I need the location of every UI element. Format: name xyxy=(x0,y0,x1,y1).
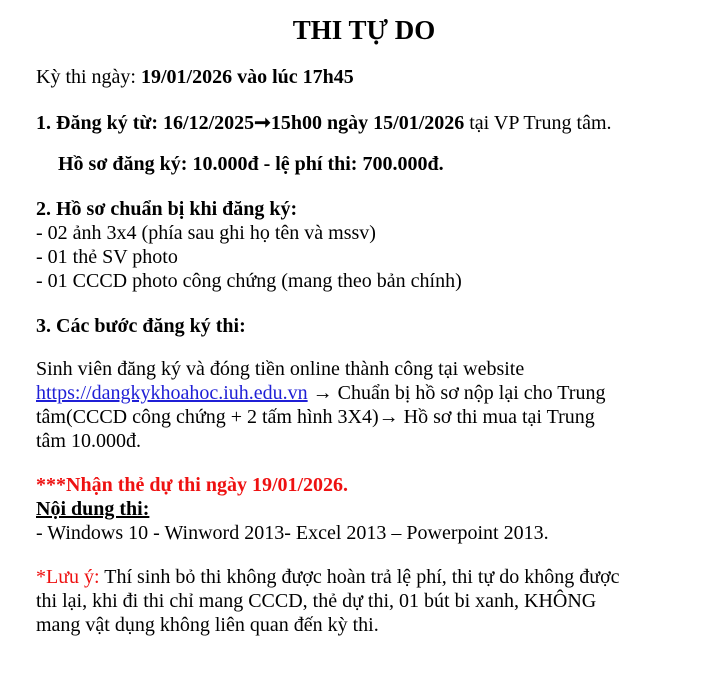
section2-item: - 01 thẻ SV photo xyxy=(36,246,178,268)
section1-prefix: 1. Đăng ký từ: 16/12/2025 xyxy=(36,112,255,134)
section3-line4: tâm 10.000đ. xyxy=(36,430,141,452)
section2-item: - 01 CCCD photo công chứng (mang theo bản chính) xyxy=(36,270,462,292)
note-section xyxy=(36,565,692,637)
section3-heading: 3. Các bước đăng ký thi: xyxy=(36,315,246,337)
section2-heading: 2. Hồ sơ chuẩn bị khi đăng ký: xyxy=(36,198,298,220)
note-line3: mang vật dụng không liên quan đến kỳ thi. xyxy=(36,614,379,636)
section3-line3: tâm(CCCD công chứng + 2 tấm hình 3X4)→ Hồ sơ thi mua tại Trung xyxy=(36,406,595,428)
exam-date-value: 19/01/2026 vào lúc 17h45 xyxy=(141,66,354,88)
document-title: THI TỰ DO xyxy=(292,15,436,45)
exam-date-line xyxy=(36,65,692,89)
section1-deadline: 15h00 ngày 15/01/2026 xyxy=(270,112,465,134)
card-pickup-notice: ***Nhận thẻ dự thi ngày 19/01/2026. xyxy=(36,474,349,496)
section2-item: - 02 ảnh 3x4 (phía sau ghi họ tên và mssv) xyxy=(36,222,376,244)
registration-website-link[interactable]: https://dangkykhoahoc.iuh.edu.vn xyxy=(36,382,308,404)
section3-body xyxy=(36,357,692,453)
section3-line2: → Chuẩn bị hồ sơ nộp lại cho Trung xyxy=(307,382,606,404)
arrow-icon: ➞ xyxy=(254,112,271,134)
section3-line1: Sinh viên đăng ký và đóng tiền online thành công tại website xyxy=(36,358,525,380)
note-label: *Lưu ý: xyxy=(36,566,100,588)
section1-registration-line xyxy=(36,111,692,135)
content-item: - Windows 10 - Winword 2013- Excel 2013 – Powerpoint 2013. xyxy=(36,522,549,544)
section1-suffix: tại VP Trung tâm. xyxy=(464,112,612,134)
exam-date-label: Kỳ thi ngày: xyxy=(36,66,141,88)
section1-fee-line: Hồ sơ đăng ký: 10.000đ - lệ phí thi: 700.000đ. xyxy=(58,153,444,175)
content-section xyxy=(36,497,692,545)
note-line2: thi lại, khi đi thi chỉ mang CCCD, thẻ dự thi, 01 bút bi xanh, KHÔNG xyxy=(36,590,597,612)
section2 xyxy=(36,197,692,293)
content-heading: Nội dung thi: xyxy=(36,498,150,520)
note-line1: Thí sinh bỏ thi không được hoàn trả lệ phí, thi tự do không được xyxy=(99,566,620,588)
